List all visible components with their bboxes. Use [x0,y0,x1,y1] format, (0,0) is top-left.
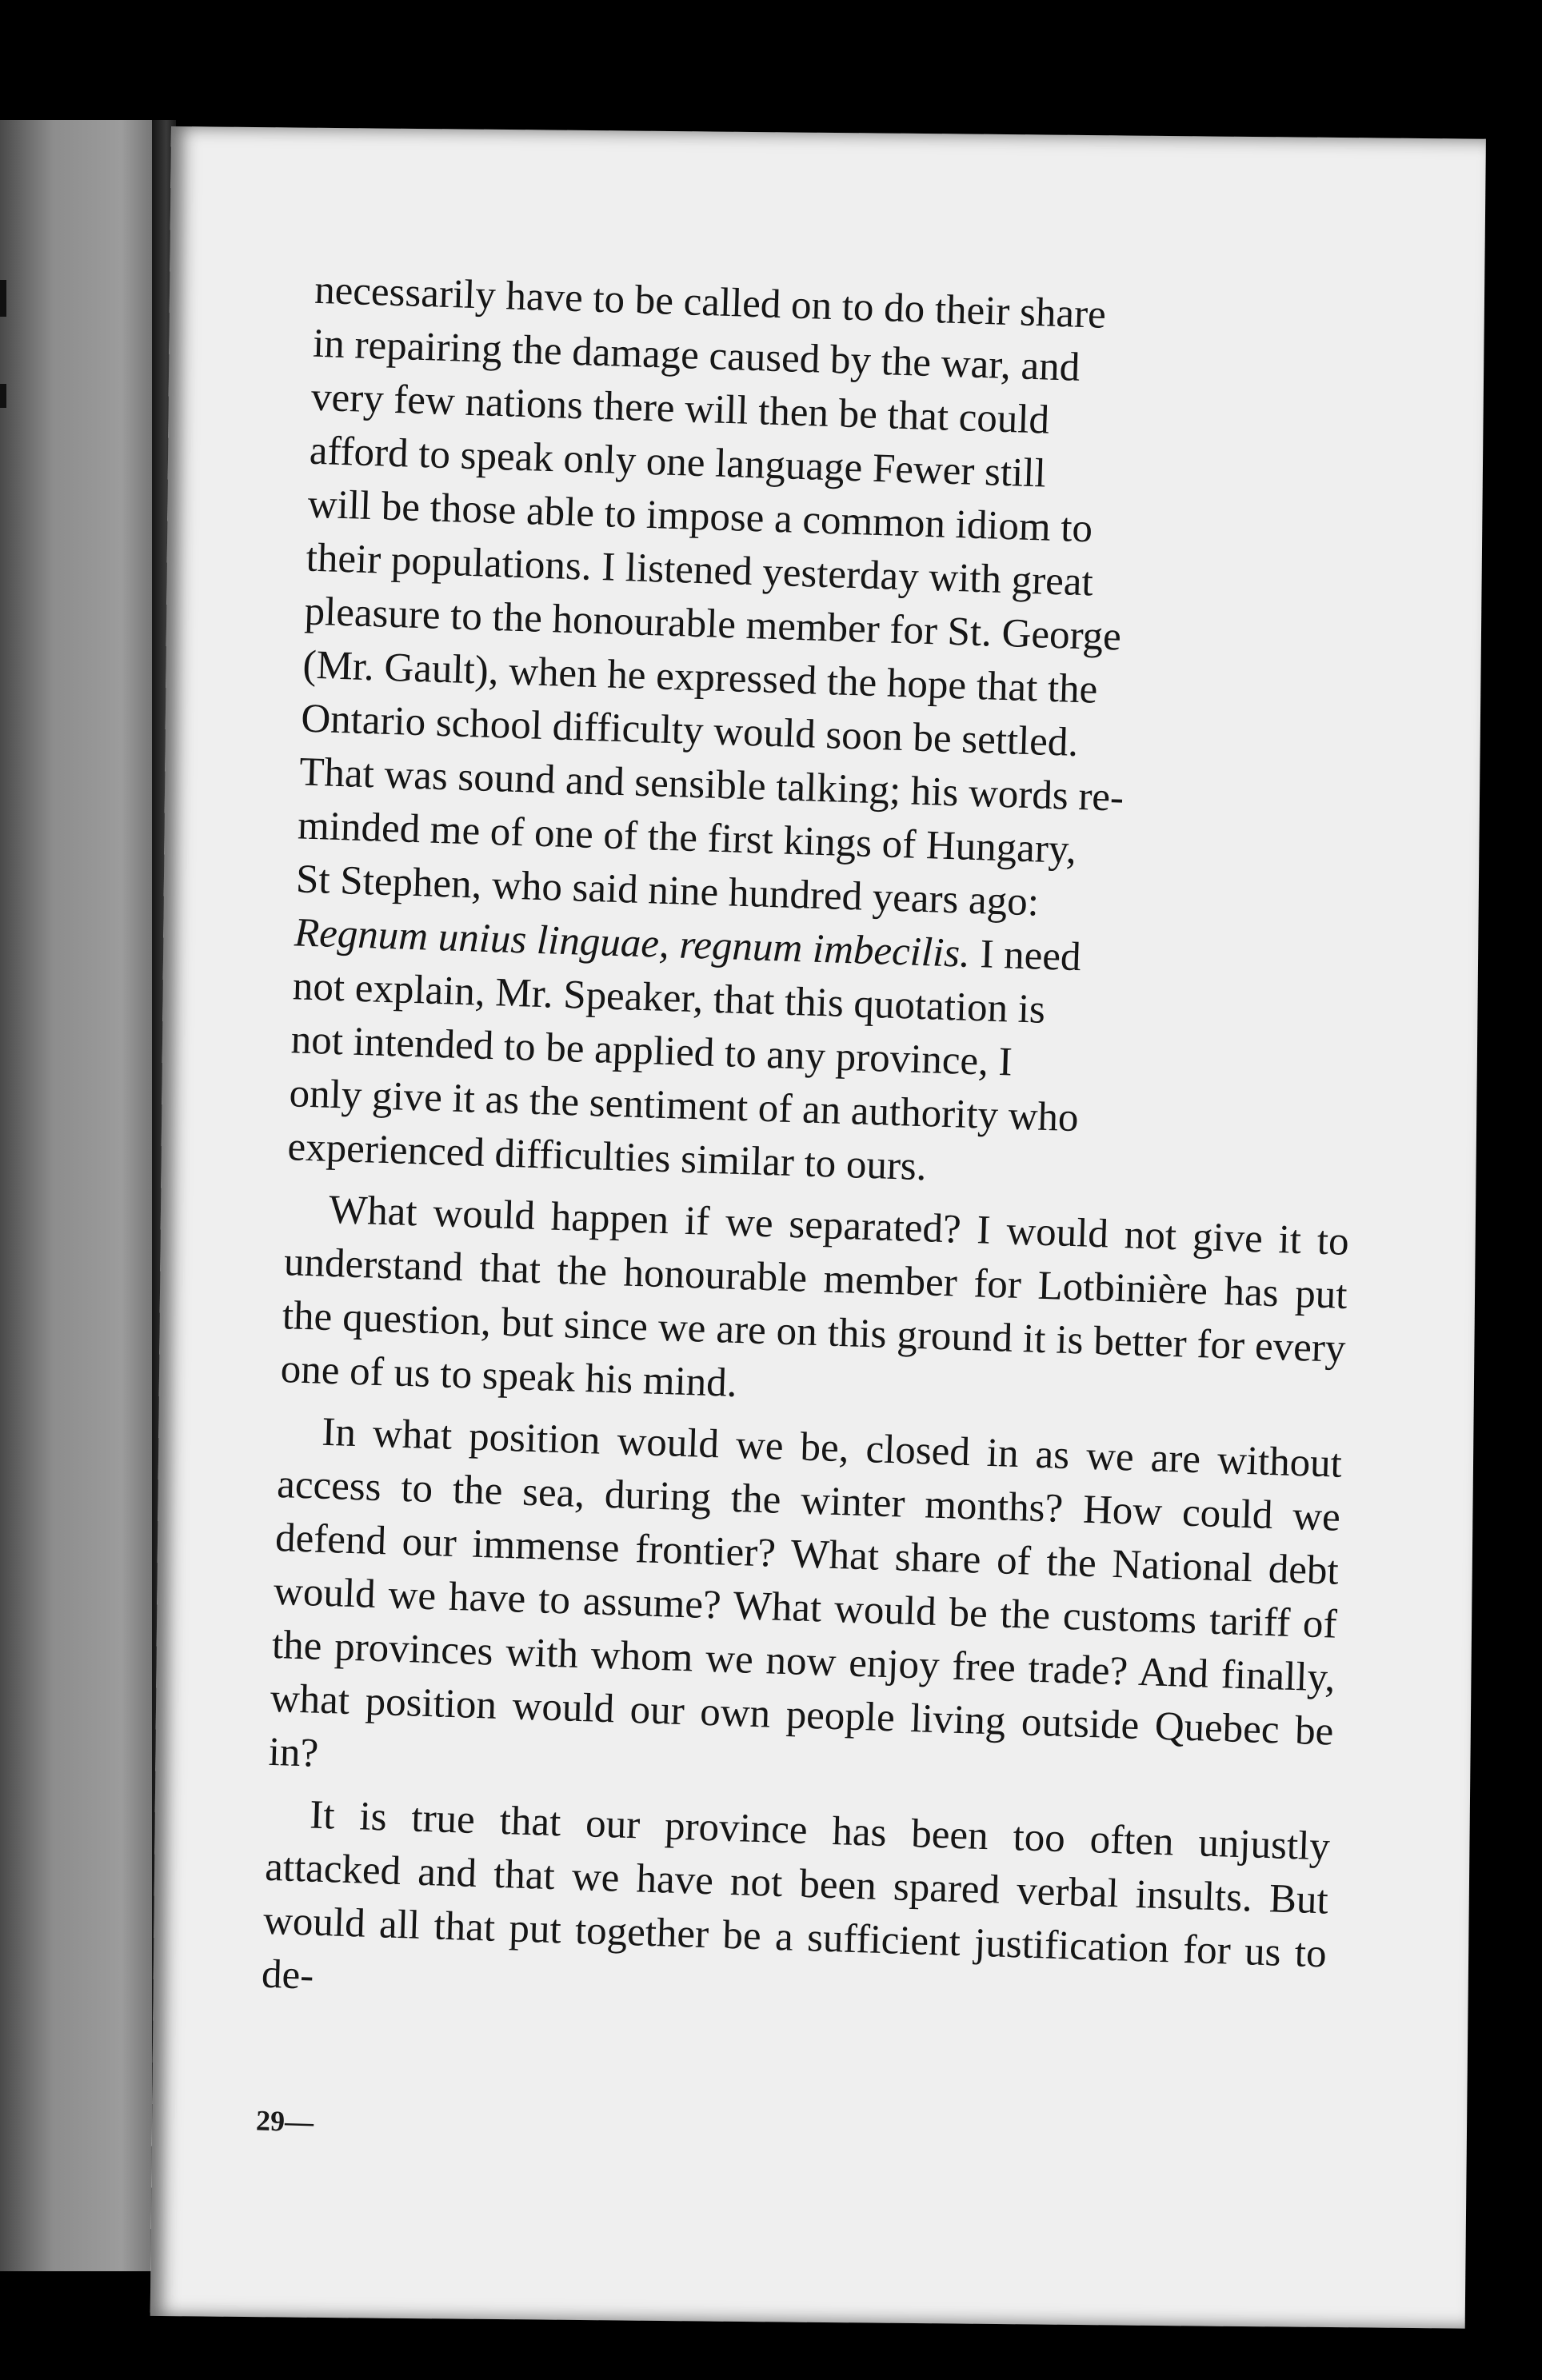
text-line: Ontario school difficulty would soon be settled. [300,696,1080,765]
text-line: will be those able to impose a common idiom to [307,481,1093,552]
text-line: experienced difficulties similar to ours. [286,1124,928,1190]
latin-quotation: Regnum unius linguae, regnum imbecilis. [294,910,971,976]
paragraph-3: In what position would we be, closed in as we are without access to the sea, during the winter months? How could we defend our immense frontier? What share of the National debt would we have to assume? What would be the customs tariff of the provinces with whom we now enjoy free trade? And finally, what position would our own people living outside Quebec be in? [267,1409,1343,1776]
text-line: not intended to be applied to any province, I [290,1017,1013,1085]
text-line: That was sound and sensible talking; his words re- [298,749,1125,821]
text-line: afford to speak only one language Fewer still [309,428,1047,497]
book-page [150,126,1486,2329]
paragraph-4: It is true that our province has been too often unjustly attacked and that we have not been spared verbal insults. But would all that put together be a sufficient justification for us to de- [261,1792,1331,1999]
text-line: not explain, Mr. Speaker, that this quotation is [292,964,1046,1032]
page-number: 29— [255,2104,314,2138]
paragraph-1 [287,264,1379,1208]
text-line: necessarily have to be called on to do their share [314,267,1107,337]
text-line: St Stephen, who said nine hundred years ago: [295,857,1040,925]
text-line: pleasure to the honourable member for St. George [303,589,1122,660]
facing-page-edge [0,120,152,2271]
text-line: minded me of one of the first kings of Hungary, [297,803,1077,873]
page-body-text [261,264,1379,2043]
text-line: their populations. I listened yesterday with great [305,535,1094,605]
text-line: in repairing the damage caused by the war, and [312,321,1081,390]
text-fragment: I need [979,932,1082,980]
facing-page-text-fragment [0,384,6,408]
text-line: (Mr. Gault), when he expressed the hope that the [302,642,1099,713]
text-line: very few nations there will then be that could [310,374,1050,443]
facing-page-text-fragment [0,280,6,317]
paragraph-2: What would happen if we separated? I would not give it to understand that the honourable member for Lotbinière has put the question, but since we are on this ground it is better for every one of us to speak his mind. [280,1187,1350,1406]
text-line: only give it as the sentiment of an authority who [288,1071,1080,1141]
